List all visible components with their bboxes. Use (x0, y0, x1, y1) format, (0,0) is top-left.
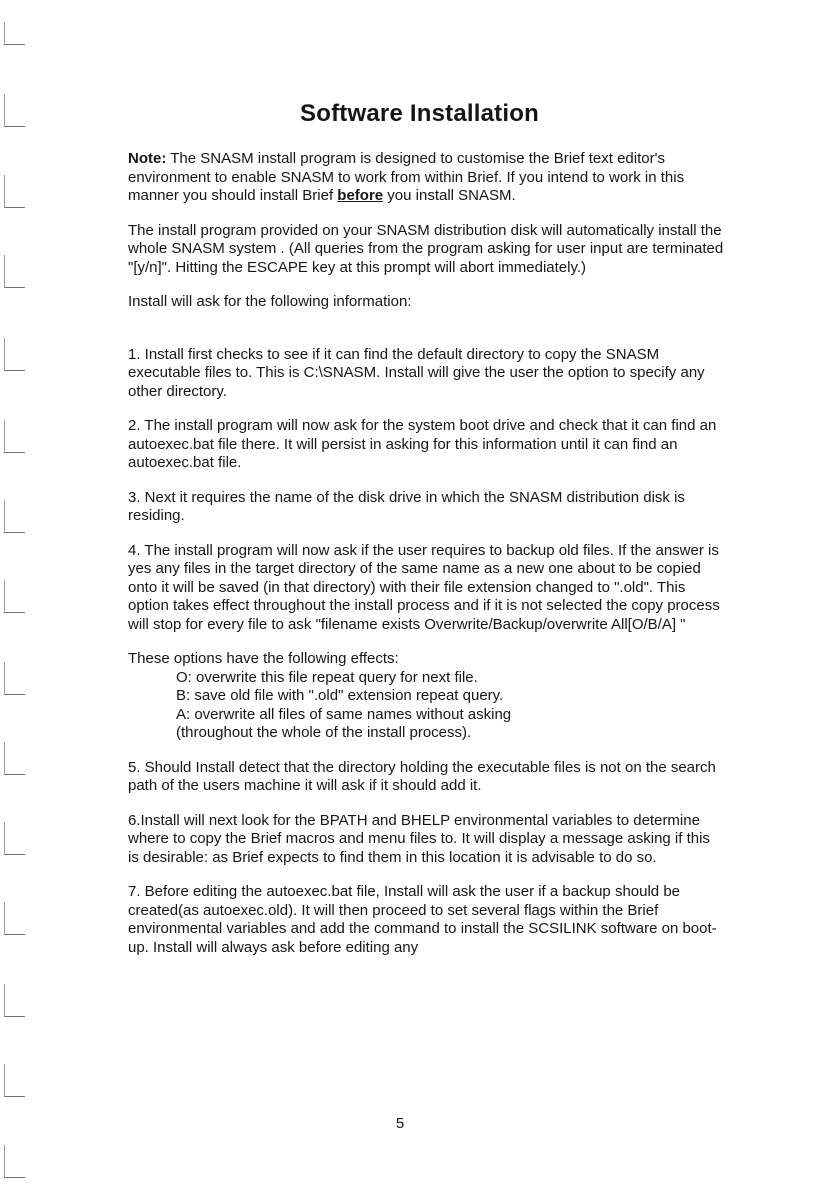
note-emphasis: before (337, 187, 384, 204)
step-7: 7. Before editing the autoexec.bat file, Install will ask the user if a backup should be created(as autoexec.old). It will then proceed to set several flags within the Brief environmental variables and add the command to install the SCSILINK software on boot-up. Install will always ask before editing any (128, 883, 717, 956)
note-text-after: you install SNASM. (383, 187, 516, 204)
option-o: O: overwrite this file repeat query for next file. (176, 668, 478, 686)
option-b: B: save old file with ".old" extension repeat query. (176, 687, 504, 704)
binding-mark (4, 580, 25, 613)
step-6: 6.Install will next look for the BPATH and BHELP environmental variables to determine where to copy the Brief macros and menu files to. It will display a message asking if this is desirable: as Brief expects to find them in this location it is advisable to do so. (128, 811, 710, 866)
binding-mark (4, 338, 25, 371)
binding-mark (4, 1145, 25, 1178)
binding-marks (0, 0, 30, 1190)
binding-mark (4, 662, 25, 695)
option-a: A: overwrite all files of same names without asking (176, 705, 512, 723)
note-text-before: The SNASM install program is designed to customise the Brief text editor's environment to enable SNASM to work from within Brief. If you intend to work in this manner you should install Brief (128, 150, 685, 204)
step-4: 4. The install program will now ask if the user requires to backup old files. If the answer is yes any files in the target directory of the same name as a new one about to be copied onto it will be saved (in that directory) with their file extension changed to ".old". This option takes effect throughout the install process and if it is not selected the copy process will stop for every file to ask "filename exists Overwrite/Backup/overwrite All[O/B/A] " (128, 541, 720, 633)
intro-paragraph: The install program provided on your SNASM distribution disk will automatically install the whole SNASM system . (All queries from the program asking for user input are terminated "[y/n]". Hitting the ESCAPE key at this prompt will abort immediately.) (128, 221, 724, 276)
step-2: 2. The install program will now ask for the system boot drive and check that it can find an autoexec.bat file there. It will persist in asking for this information until it can find an autoexec.bat file. (128, 417, 717, 471)
note-label: Note: (128, 150, 167, 167)
info-lead: Install will ask for the following information: (128, 293, 412, 310)
options-lead: These options have the following effects: (128, 650, 399, 667)
binding-mark (4, 255, 25, 288)
binding-mark (4, 500, 25, 533)
binding-mark (4, 902, 25, 935)
document-body (128, 150, 724, 957)
note-paragraph (128, 150, 724, 206)
binding-mark (4, 742, 25, 775)
binding-mark (4, 420, 25, 453)
binding-mark (4, 1064, 25, 1097)
binding-mark (4, 822, 25, 855)
page-title: Software Installation (300, 100, 539, 127)
step-5: 5. Should Install detect that the directory holding the executable files is not on the search path of the users machine it will ask if it should add it. (128, 758, 716, 794)
option-a-note: (throughout the whole of the install process). (176, 724, 472, 741)
binding-mark (4, 22, 25, 45)
step-3: 3. Next it requires the name of the disk drive in which the SNASM distribution disk is residing. (128, 488, 685, 524)
binding-mark (4, 175, 25, 208)
page-number: 5 (395, 1115, 405, 1132)
step-1: 1. Install first checks to see if it can find the default directory to copy the SNASM executable files to. This is C:\SNASM. Install will give the user the option to specify any other directory. (128, 345, 705, 400)
binding-mark (4, 984, 25, 1017)
